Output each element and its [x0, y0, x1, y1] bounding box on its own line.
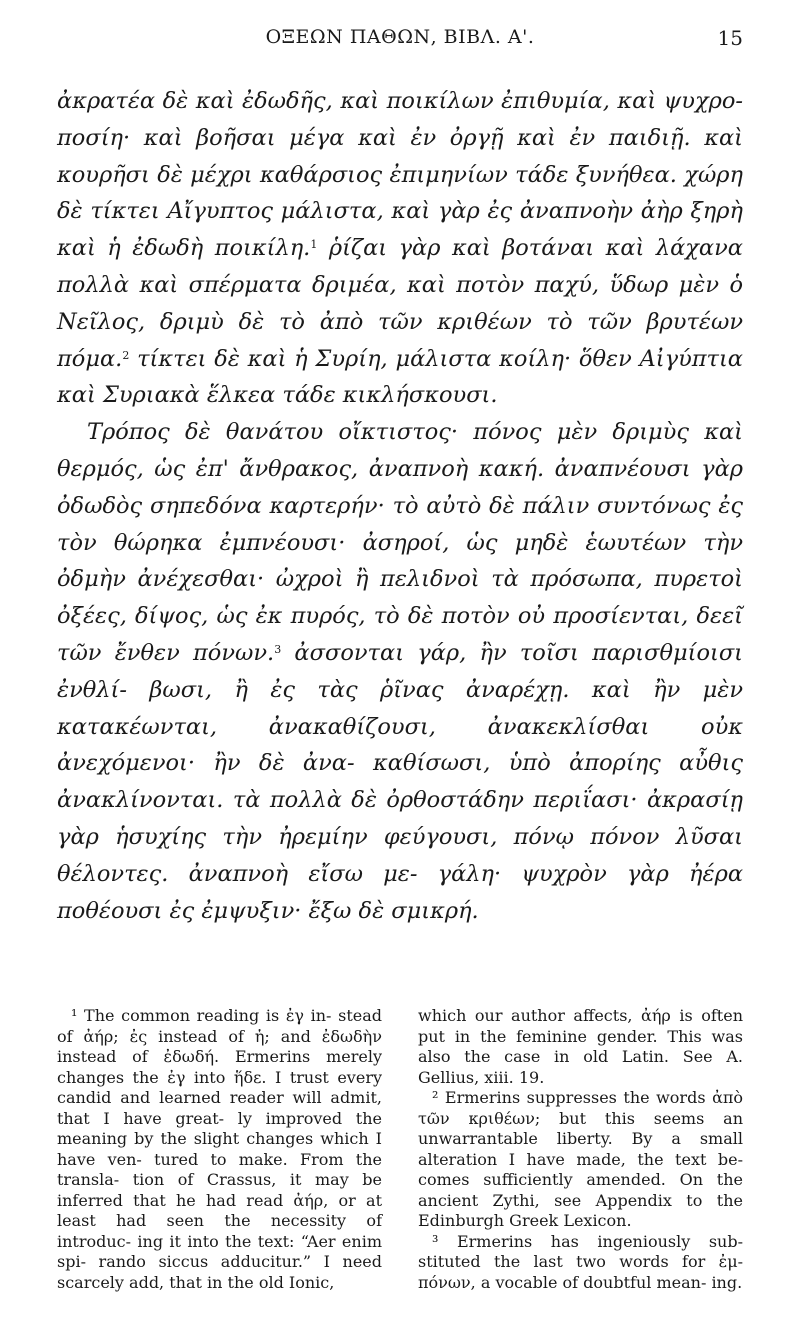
fn-line: trust every candid and learned [57, 1067, 383, 1107]
text-line: ὡς ἐπ' ἄνθρακος, ἀναπνοὴ κακή. ἀναπνέουσι γὰρ ὀδωδὸς [57, 455, 744, 519]
fn-line: comes sufficiently amended. On the [418, 1170, 743, 1189]
main-greek-text [57, 83, 743, 929]
fn-line: merely changes the ἐγ into ἥδε. I [57, 1047, 382, 1087]
fn-line: that he had read ἀήρ, or at least [57, 1190, 383, 1230]
text-line: δίψος, ὡς ἐκ πυρός, τὸ δὲ ποτὸν οὐ προσίενται, δεεῖ τῶν [57, 603, 744, 666]
text-line: δὲ τίκτει Αἴγυπτος μάλιστα, καὶ γὰρ ἐς ἀναπνοὴν ἀὴρ ξηρὴ [57, 198, 743, 225]
text-line: πολλὰ καὶ σπέρματα δριμέα, καὶ ποτὸν παχύ, ὕδωρ μὲν ὁ [57, 271, 743, 298]
fn-line: reader will admit, that I have great- [57, 1088, 382, 1128]
footnotes [57, 1006, 743, 1293]
fn-line: See A. Gellius, xiii. 19. [418, 1047, 744, 1087]
footnote-1-continued [418, 1006, 743, 1088]
fn-line: ἀπὸ τῶν κριθέων; but this seems an [418, 1088, 744, 1128]
text-line: ῥίζαι γὰρ καὶ βοτάναι καὶ λάχανα [328, 235, 744, 262]
fn-line: ² Ermerins suppresses the words [432, 1088, 706, 1107]
running-title: ΟΞΕΩΝ ΠΑΘΩΝ, ΒΙΒΛ. Α'. [265, 26, 535, 48]
fn-line: ³ Ermerins has ingeniously sub- [432, 1231, 743, 1251]
footnote-marker: 2 [122, 348, 130, 362]
fn-line: stead of ἀήρ; ἐς instead of ἡ; and [57, 1006, 382, 1046]
fn-line: often put in the feminine gender. [418, 1006, 743, 1046]
fn-line: unwarrantable liberty. By a small [418, 1129, 743, 1148]
text-line: ἀνακαθίζουσι, ἀνακεκλίσθαι οὐκ ἀνεχόμενοι· ἢν δὲ ἀνα- [57, 713, 744, 777]
footnotes-right-column [418, 1006, 743, 1293]
running-head [57, 26, 743, 56]
fn-line: This was also the case in old Latin. [418, 1026, 743, 1066]
fn-line: scarcely add, that in the old Ionic, [57, 1272, 335, 1292]
fn-line: ἐδωδὴν instead of ἐδωδή. Ermerins [57, 1026, 382, 1066]
text-line: ἀνέχεσθαι· ὠχροὶ ἢ πελιδνοὶ τὰ πρόσωπα, πυρετοὶ ὀξέες, [57, 566, 744, 630]
text-line: βωσι, ἢ ἐς τὰς ῥῖνας ἀναρέχῃ. καὶ ἢν μὲν κατακέωνται, [57, 676, 743, 740]
fn-line: ¹ The common reading is ἐγ in- [71, 1006, 332, 1025]
text-line: φεύγουσι, πόνῳ πόνον λῦσαι θέλοντες. ἀναπνοὴ εἴσω με- [57, 823, 744, 887]
text-line: Νεῖλος, δριμὺ δὲ τὸ ἀπὸ τῶν κριθέων τὸ τῶν βρυτέων πόμα. [57, 308, 743, 372]
fn-line: had seen the necessity of introduc- [57, 1211, 382, 1251]
fn-line: Edinburgh Greek Lexicon. [418, 1211, 632, 1230]
text-line: ἔνθεν πόνων. [114, 639, 275, 666]
fn-line: ing. [711, 1272, 743, 1292]
fn-line: πόνων, a vocable of doubtful mean- [418, 1272, 707, 1292]
footnote-3 [418, 1232, 743, 1294]
text-line: τίκτει δὲ καὶ ἡ Συρίη, μάλιστα κοίλη· ὅθεν Αἰγύπτια καὶ [57, 345, 743, 409]
text-line: κουρῆσι δὲ μέχρι καθάρσιος ἐπιμηνίων τάδε ξυνήθεα. χώρη [57, 161, 743, 188]
text-line: καὶ ἡ ἐδωδὴ ποικίλη. [57, 235, 311, 262]
footnote-2 [418, 1088, 743, 1232]
text-line: Τρόπος δὲ θανάτου οἴκτιστος· πόνος μὲν δριμὺς καὶ θερμός, [57, 419, 743, 482]
text-line: Συριακὰ ἕλκεα τάδε κικλήσκουσι. [102, 382, 498, 409]
fn-line: ancient Zythi, see Appendix to the [418, 1190, 743, 1210]
fn-line: tion of Crassus, it may be inferred [57, 1170, 382, 1210]
fn-line: rando siccus adducitur.” I need [98, 1252, 382, 1271]
footnote-marker: 3 [274, 642, 282, 656]
fn-line: slight changes which I have ven- [57, 1129, 382, 1169]
footnote-1 [57, 1006, 382, 1293]
fn-line: stituted the last two words for ἐμ- [418, 1252, 743, 1271]
text-line: γάλη· ψυχρὸν γὰρ ἠέρα ποθέουσι ἐς ἐμψυξιν· ἔξω δὲ σμικρή. [57, 860, 744, 924]
page-number: 15 [717, 26, 743, 50]
text-line: ὀρθοστάδην περιΐασι· ἀκρασίῃ γὰρ ἡσυχίης τὴν ἠρεμίην [57, 787, 744, 850]
footnotes-left-column [57, 1006, 382, 1293]
fn-line: ly improved the meaning by the [57, 1108, 383, 1148]
footnote-marker: 1 [310, 238, 318, 252]
text-line: ποσίη· καὶ βοῆσαι μέγα καὶ ἐν ὀργῇ καὶ ἐν παιδιῇ. καὶ [57, 124, 743, 151]
paragraph-1 [57, 83, 743, 414]
text-line: θώρηκα ἐμπνέουσι· ἀσηροί, ὡς μηδὲ ἑωυτέων τὴν ὀδμὴν [57, 529, 743, 593]
fn-line: tured to make. From the transla- [57, 1149, 382, 1189]
text-line: σηπεδόνα καρτερήν· τὸ αὐτὸ δὲ πάλιν συντόνως ἐς τὸν [57, 492, 743, 556]
text-line: ἀκρατέα δὲ καὶ ἐδωδῆς, καὶ ποικίλων ἐπιθυμία, καὶ ψυχρο- [57, 88, 743, 114]
text-line: ἀσσονται γάρ, ἢν τοῖσι παρισθμίοισι ἐνθλί- [57, 639, 744, 703]
fn-line: ing it into the text: “Aer enim spi- [57, 1231, 382, 1271]
text-line: καθίσωσι, ὑπὸ ἀπορίης αὖθις ἀνακλίνονται. τὰ πολλὰ δὲ [57, 750, 744, 814]
fn-line: alteration I have made, the text be- [418, 1149, 743, 1169]
fn-line: which our author affects, ἀήρ is [418, 1006, 693, 1025]
paragraph-2 [57, 414, 743, 929]
